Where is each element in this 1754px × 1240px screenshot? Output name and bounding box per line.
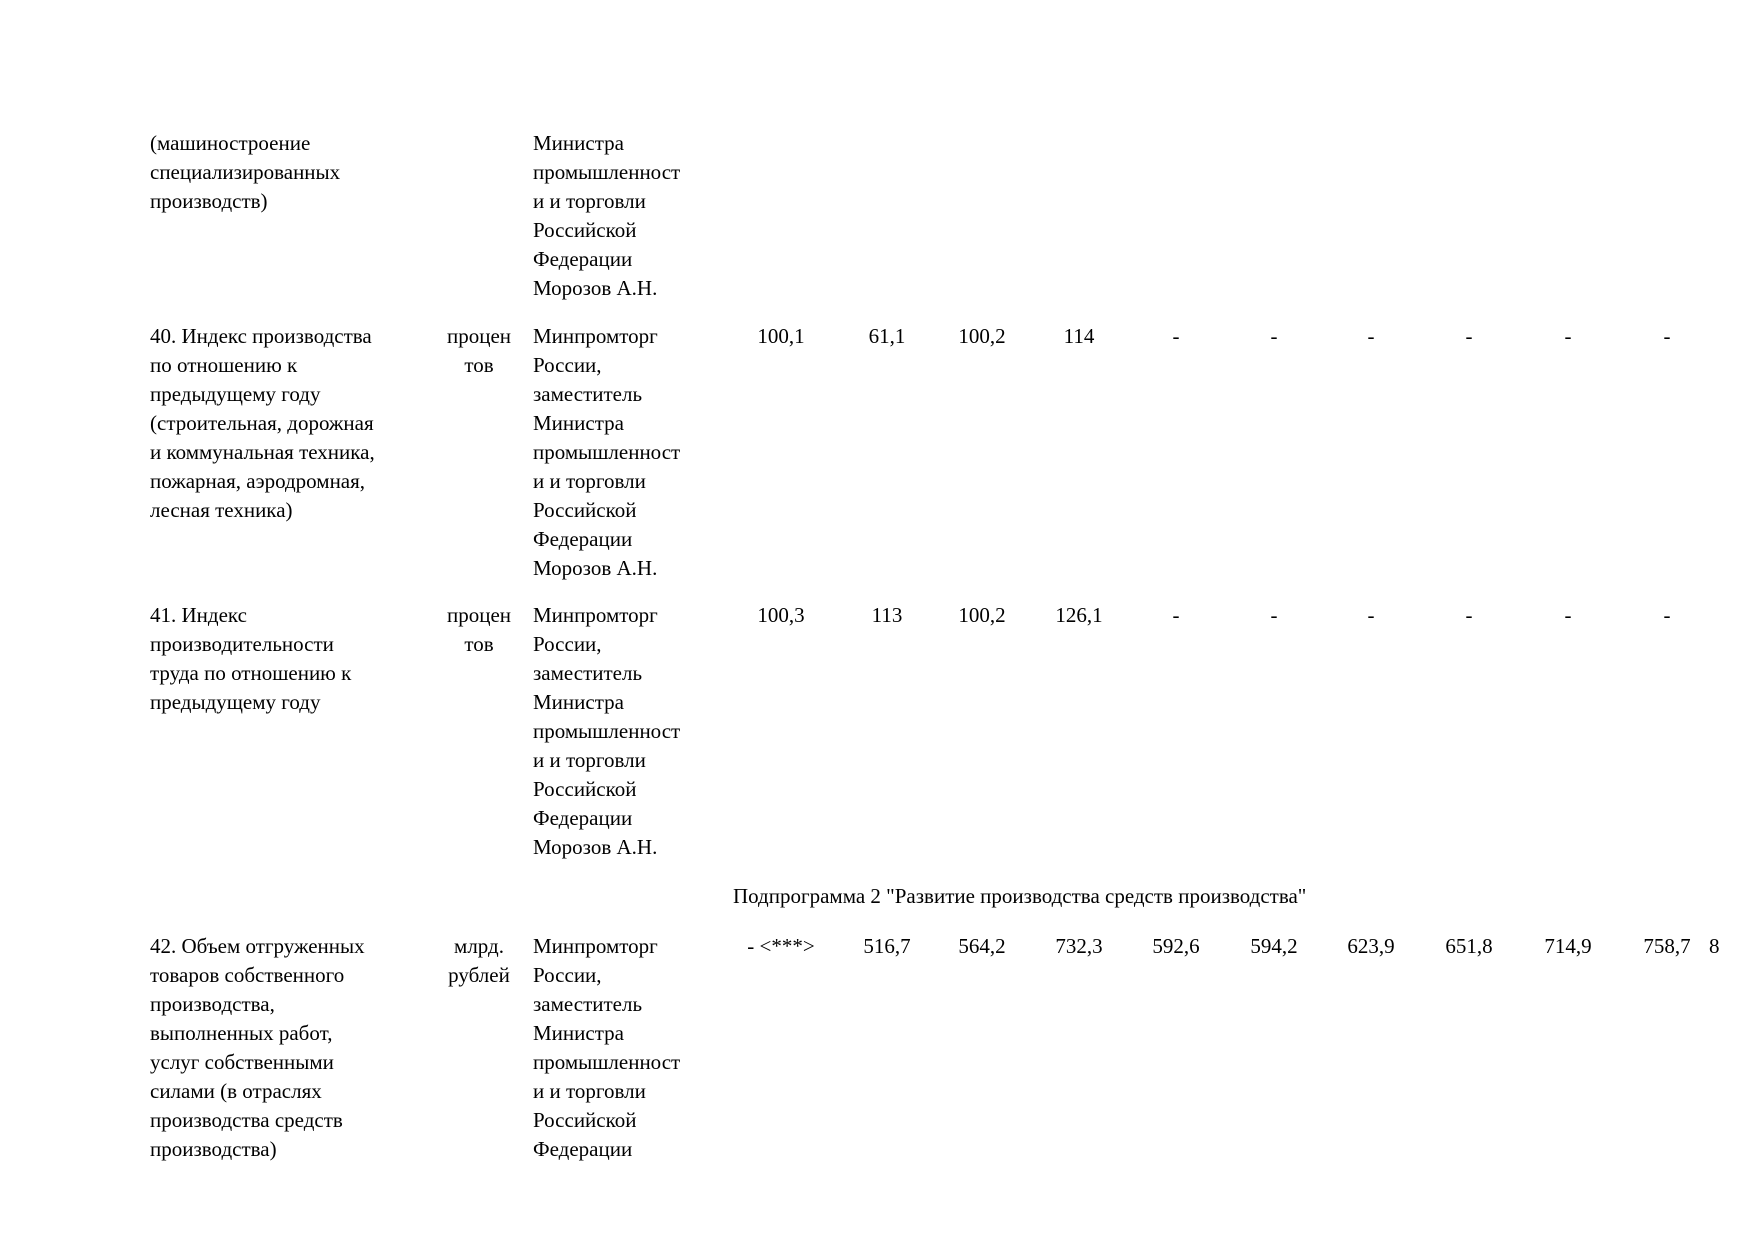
row-41-value: - [1663, 603, 1671, 627]
row-42-value: 564,2 [958, 934, 1006, 958]
row-40-indicator-name: 40. Индекс производства по отношению к предыдущему году (строительная, дорожная и коммунальная техника, пожарная, аэродромная, лесная техника) [150, 324, 375, 522]
row-41-unit: процен тов [446, 603, 512, 656]
row-40-value: 100,2 [958, 324, 1006, 348]
row-40-unit: процен тов [446, 324, 512, 377]
row-42-value: 732,3 [1055, 934, 1103, 958]
row-40-value: - [1367, 324, 1375, 348]
row-40-value: - [1172, 324, 1180, 348]
row-40-responsible: Минпромторг России, заместитель Министра промышленност и и торговли Российской Федерации Морозов А.Н. [533, 324, 681, 580]
row-41-value: 100,2 [958, 603, 1006, 627]
row-41-indicator-name: 41. Индекс производительности труда по отношению к предыдущему году [150, 603, 352, 714]
row-42-value: - <***> [747, 934, 815, 958]
row-continuation-name: (машиностроение специализированных производств) [150, 131, 341, 213]
row-42-value-truncated: 8 [1709, 934, 1720, 958]
row-42-value: 651,8 [1445, 934, 1493, 958]
row-40-value: 114 [1063, 324, 1095, 348]
row-41-value: 126,1 [1055, 603, 1103, 627]
row-41-value: 100,3 [757, 603, 805, 627]
row-42-value: 516,7 [863, 934, 911, 958]
row-42-value: 594,2 [1250, 934, 1298, 958]
row-41-value: - [1270, 603, 1278, 627]
row-42-responsible: Минпромторг России, заместитель Министра промышленност и и торговли Российской Федерации [533, 934, 681, 1161]
row-42-indicator-name: 42. Объем отгруженных товаров собственного производства, выполненных работ, услуг собственными силами (в отраслях производства средств производства) [150, 934, 365, 1161]
row-continuation-responsible: Министра промышленност и и торговли Российской Федерации Морозов А.Н. [533, 131, 681, 300]
row-41-value: - [1172, 603, 1180, 627]
row-40-value: - [1663, 324, 1671, 348]
row-40-value: 61,1 [868, 324, 906, 348]
row-42-unit: млрд. рублей [448, 934, 510, 987]
row-41-responsible: Минпромторг России, заместитель Министра промышленност и и торговли Российской Федерации Морозов А.Н. [533, 603, 681, 859]
row-42-value: 714,9 [1544, 934, 1592, 958]
row-40-value: - [1564, 324, 1572, 348]
row-42-value: 623,9 [1347, 934, 1395, 958]
row-41-value: - [1564, 603, 1572, 627]
row-42-value: 592,6 [1152, 934, 1200, 958]
row-40-value: - [1465, 324, 1473, 348]
row-42-value: 758,7 [1643, 934, 1691, 958]
row-40-value: 100,1 [757, 324, 805, 348]
row-41-value: - [1465, 603, 1473, 627]
row-41-value: - [1367, 603, 1375, 627]
row-40-value: - [1270, 324, 1278, 348]
row-41-value: 113 [871, 603, 903, 627]
subprogram-heading: Подпрограмма 2 "Развитие производства средств производства" [733, 884, 1307, 908]
